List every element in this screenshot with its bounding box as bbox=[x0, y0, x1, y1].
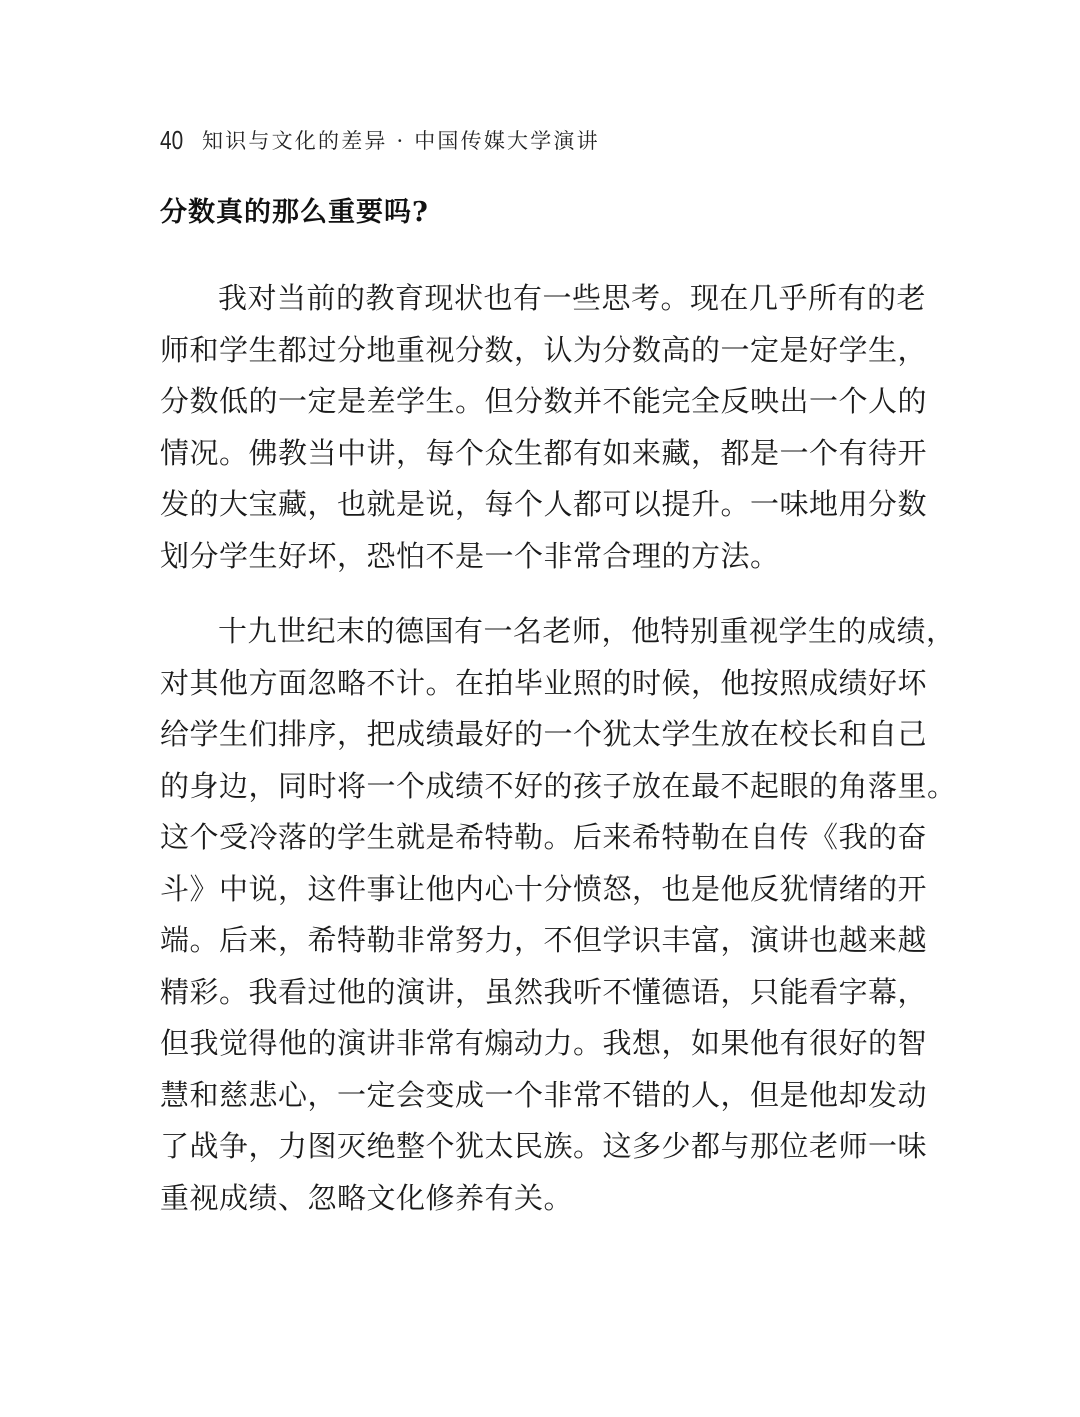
paragraph-line: 端。后来，希特勒非常努力，不但学识丰富，演讲也越来越 bbox=[160, 923, 928, 957]
section-title: 分数真的那么重要吗? bbox=[160, 197, 429, 228]
paragraph-line: 慧和慈悲心，一定会变成一个非常不错的人，但是他却发动 bbox=[160, 1077, 928, 1112]
paragraph-line: 我对当前的教育现状也有一些思考。现在几乎所有的老 bbox=[218, 281, 927, 315]
paragraph-line: 重视成绩、忽略文化修养有关。 bbox=[160, 1180, 574, 1215]
paragraph-line: 十九世纪末的德国有一名老师，他特别重视学生的成绩， bbox=[218, 614, 956, 648]
paragraph-2 bbox=[160, 606, 957, 1224]
paragraph-line: 分数低的一定是差学生。但分数并不能完全反映出一个人的 bbox=[160, 384, 928, 418]
paragraph-line: 但我觉得他的演讲非常有煽动力。我想，如果他有很好的智 bbox=[160, 1026, 928, 1060]
paragraph-line: 对其他方面忽略不计。在拍毕业照的时候，他按照成绩好坏 bbox=[160, 665, 928, 700]
paragraph-line: 师和学生都过分地重视分数，认为分数高的一定是好学生， bbox=[160, 332, 928, 367]
paragraph-line: 的身边，同时将一个成绩不好的孩子放在最不起眼的角落里。 bbox=[160, 768, 957, 803]
paragraph-line: 情况。佛教当中讲，每个众生都有如来藏，都是一个有待开 bbox=[160, 435, 928, 470]
paragraph-line: 精彩。我看过他的演讲，虽然我听不懂德语，只能看字幕， bbox=[160, 974, 928, 1009]
paragraph-line: 发的大宝藏，也就是说，每个人都可以提升。一味地用分数 bbox=[160, 487, 928, 521]
paragraph-line: 这个受冷落的学生就是希特勒。后来希特勒在自传《我的奋 bbox=[160, 820, 928, 854]
paragraph-line: 给学生们排序，把成绩最好的一个犹太学生放在校长和自己 bbox=[160, 717, 928, 751]
paragraph-line: 斗》中说，这件事让他内心十分愤怒，也是他反犹情绪的开 bbox=[160, 871, 928, 906]
paragraph-line: 划分学生好坏，恐怕不是一个非常合理的方法。 bbox=[160, 538, 780, 573]
running-header bbox=[160, 122, 600, 158]
paragraph-1 bbox=[160, 273, 928, 582]
paragraph-line: 了战争，力图灭绝整个犹太民族。这多少都与那位老师一味 bbox=[160, 1129, 928, 1163]
page-number: 40 bbox=[160, 124, 184, 155]
running-title: 知识与文化的差异 · 中国传媒大学演讲 bbox=[202, 129, 600, 153]
